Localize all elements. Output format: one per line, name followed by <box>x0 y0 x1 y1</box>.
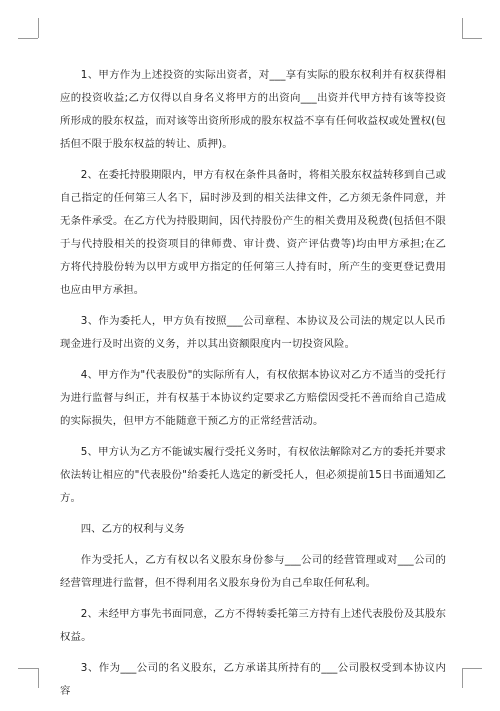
paragraph-2: 2、在委托持股期限内，甲方有权在条件具备时，将相关股东权益转移到自己或自己指定的任何第三人名下，届时涉及到的相关法律文件，乙方须无条件同意，并无条件承受。在乙方代为持股期间，因代持股份产生的相关费用及税费(包括但不限于与代持股相关的投资项目的律师费、审计费、资产评估费等)均由甲方承担;在乙方将代持股份转为以甲方或甲方指定的任何第三人持有时，所产生的变更登记费用也应由甲方承担。 <box>60 169 446 296</box>
section-heading: 四、乙方的权利与义务 <box>80 523 185 535</box>
paragraph-3: 3、作为委托人，甲方负有按照___公司章程、本协议及公司法的规定以人民币现金进行及时出资的义务，并以其出资额限度内一切投资风险。 <box>60 315 446 350</box>
crop-mark-bottom-right <box>462 668 463 688</box>
document-body <box>60 64 446 711</box>
paragraph-7: 2、未经甲方事先书面同意，乙方不得转委托第三方持有上述代表股份及其股东权益。 <box>60 608 446 643</box>
crop-mark-top-right <box>462 38 482 39</box>
paragraph-6: 作为受托人，乙方有权以名义股东身份参与___公司的经营管理或对___公司的经营管理进行监督，但不得利用名义股东身份为自己牟取任何私利。 <box>60 554 446 589</box>
crop-mark-top-left <box>38 18 39 38</box>
paragraph-5: 5、甲方认为乙方不能诚实履行受托义务时，有权依法解除对乙方的委托并要求依法转让相应的"代表股份"给委托人选定的新受托人，但必须提前15日书面通知乙方。 <box>60 446 446 504</box>
crop-mark-bottom-right <box>462 668 482 669</box>
crop-mark-bottom-left <box>18 668 38 669</box>
crop-mark-bottom-left <box>38 668 39 688</box>
paragraph-1: 1、甲方作为上述投资的实际出资者，对___享有实际的股东权利并有权获得相应的投资收益;乙方仅得以自身名义将甲方的出资向___出资并代甲方持有该等投资所形成的股东权益，而对该等出资所形成的股东权益不享有任何收益权或处置权(包括但不限于股东权益的转让、质押)。 <box>60 69 446 150</box>
paragraph-4: 4、甲方作为"代表股份"的实际所有人，有权依据本协议对乙方不适当的受托行为进行监督与纠正，并有权基于本协议约定要求乙方赔偿因受托不善而给自己造成的实际损失，但甲方不能随意干预乙方的正常经营活动。 <box>60 369 446 427</box>
crop-mark-top-left <box>18 38 38 39</box>
paragraph-8: 3、作为___公司的名义股东，乙方承诺其所持有的___公司股权受到本协议内容 <box>60 662 446 697</box>
crop-mark-top-right <box>462 18 463 38</box>
